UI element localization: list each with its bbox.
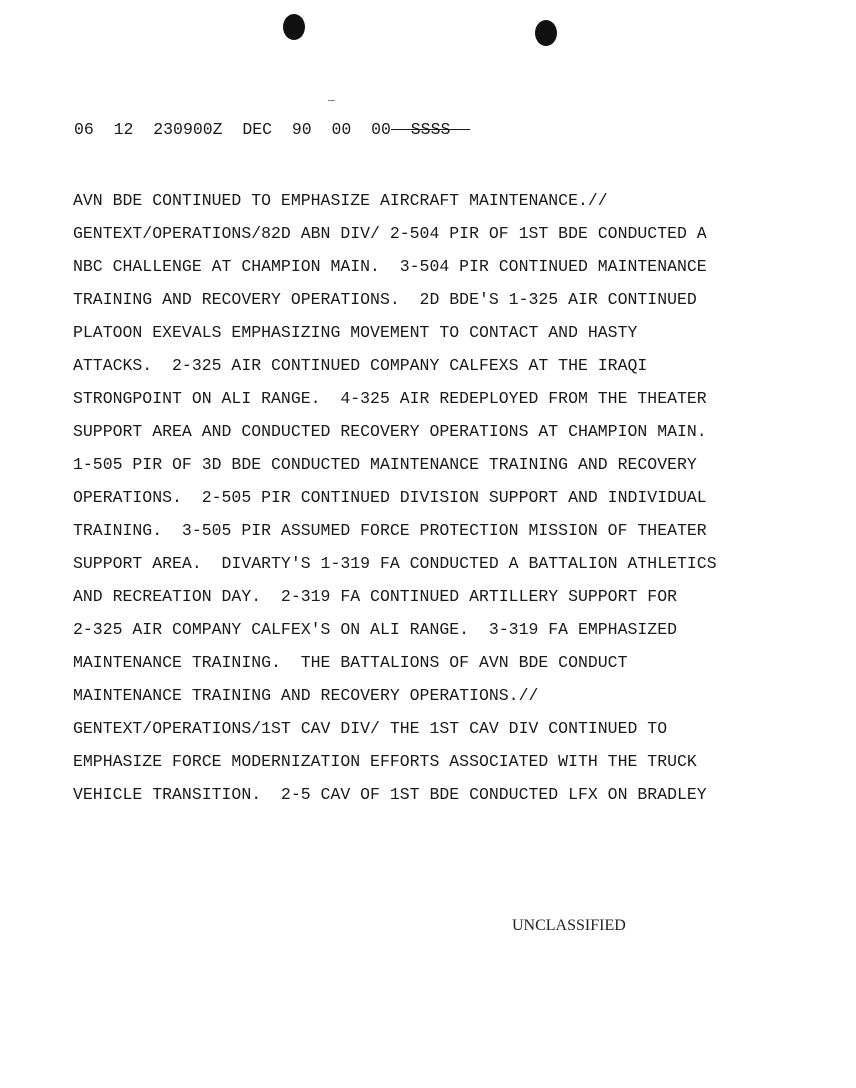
body-line: AVN BDE CONTINUED TO EMPHASIZE AIRCRAFT MAINTENANCE.// (73, 191, 608, 210)
header-field: DEC (242, 120, 273, 139)
body-line: AND RECREATION DAY. 2-319 FA CONTINUED ARTILLERY SUPPORT FOR (73, 587, 677, 606)
punch-hole-left (283, 14, 305, 40)
body-line: OPERATIONS. 2-505 PIR CONTINUED DIVISION SUPPORT AND INDIVIDUAL (73, 488, 707, 507)
body-line: MAINTENANCE TRAINING AND RECOVERY OPERATIONS.// (73, 686, 539, 705)
body-line: EMPHASIZE FORCE MODERNIZATION EFFORTS ASSOCIATED WITH THE TRUCK (73, 752, 697, 771)
message-body (73, 184, 717, 811)
body-line: SUPPORT AREA. DIVARTY'S 1-319 FA CONDUCTED A BATTALION ATHLETICS (73, 554, 717, 573)
body-line: NBC CHALLENGE AT CHAMPION MAIN. 3-504 PIR CONTINUED MAINTENANCE (73, 257, 707, 276)
header-field: 12 (113, 120, 134, 139)
scan-speck (328, 100, 335, 101)
header-field: 90 (291, 120, 312, 139)
header-field: 230900Z (153, 120, 223, 139)
body-line: MAINTENANCE TRAINING. THE BATTALIONS OF AVN BDE CONDUCT (73, 653, 628, 672)
body-line: 1-505 PIR OF 3D BDE CONDUCTED MAINTENANCE TRAINING AND RECOVERY (73, 455, 697, 474)
body-line: VEHICLE TRANSITION. 2-5 CAV OF 1ST BDE CONDUCTED LFX ON BRADLEY (73, 785, 707, 804)
classification-marking: UNCLASSIFIED (512, 917, 626, 934)
struck-text-label: SSSS (410, 120, 451, 139)
body-line: TRAINING AND RECOVERY OPERATIONS. 2D BDE'S 1-325 AIR CONTINUED (73, 290, 697, 309)
body-line: GENTEXT/OPERATIONS/1ST CAV DIV/ THE 1ST CAV DIV CONTINUED TO (73, 719, 668, 738)
punch-hole-right (535, 20, 557, 46)
body-line: SUPPORT AREA AND CONDUCTED RECOVERY OPERATIONS AT CHAMPION MAIN. (73, 422, 707, 441)
body-line: ATTACKS. 2-325 AIR CONTINUED COMPANY CALFEXS AT THE IRAQI (73, 356, 648, 375)
body-line: TRAINING. 3-505 PIR ASSUMED FORCE PROTECTION MISSION OF THEATER (73, 521, 707, 540)
message-header (74, 120, 470, 139)
header-field: 00 (371, 120, 391, 139)
header-field: 06 (74, 120, 94, 139)
body-line: GENTEXT/OPERATIONS/82D ABN DIV/ 2-504 PIR OF 1ST BDE CONDUCTED A (73, 224, 707, 243)
body-line: PLATOON EXEVALS EMPHASIZING MOVEMENT TO CONTACT AND HASTY (73, 323, 638, 342)
struck-text (391, 120, 470, 139)
header-field: 00 (331, 120, 352, 139)
body-line: 2-325 AIR COMPANY CALFEX'S ON ALI RANGE. 3-319 FA EMPHASIZED (73, 620, 677, 639)
body-line: STRONGPOINT ON ALI RANGE. 4-325 AIR REDEPLOYED FROM THE THEATER (73, 389, 707, 408)
